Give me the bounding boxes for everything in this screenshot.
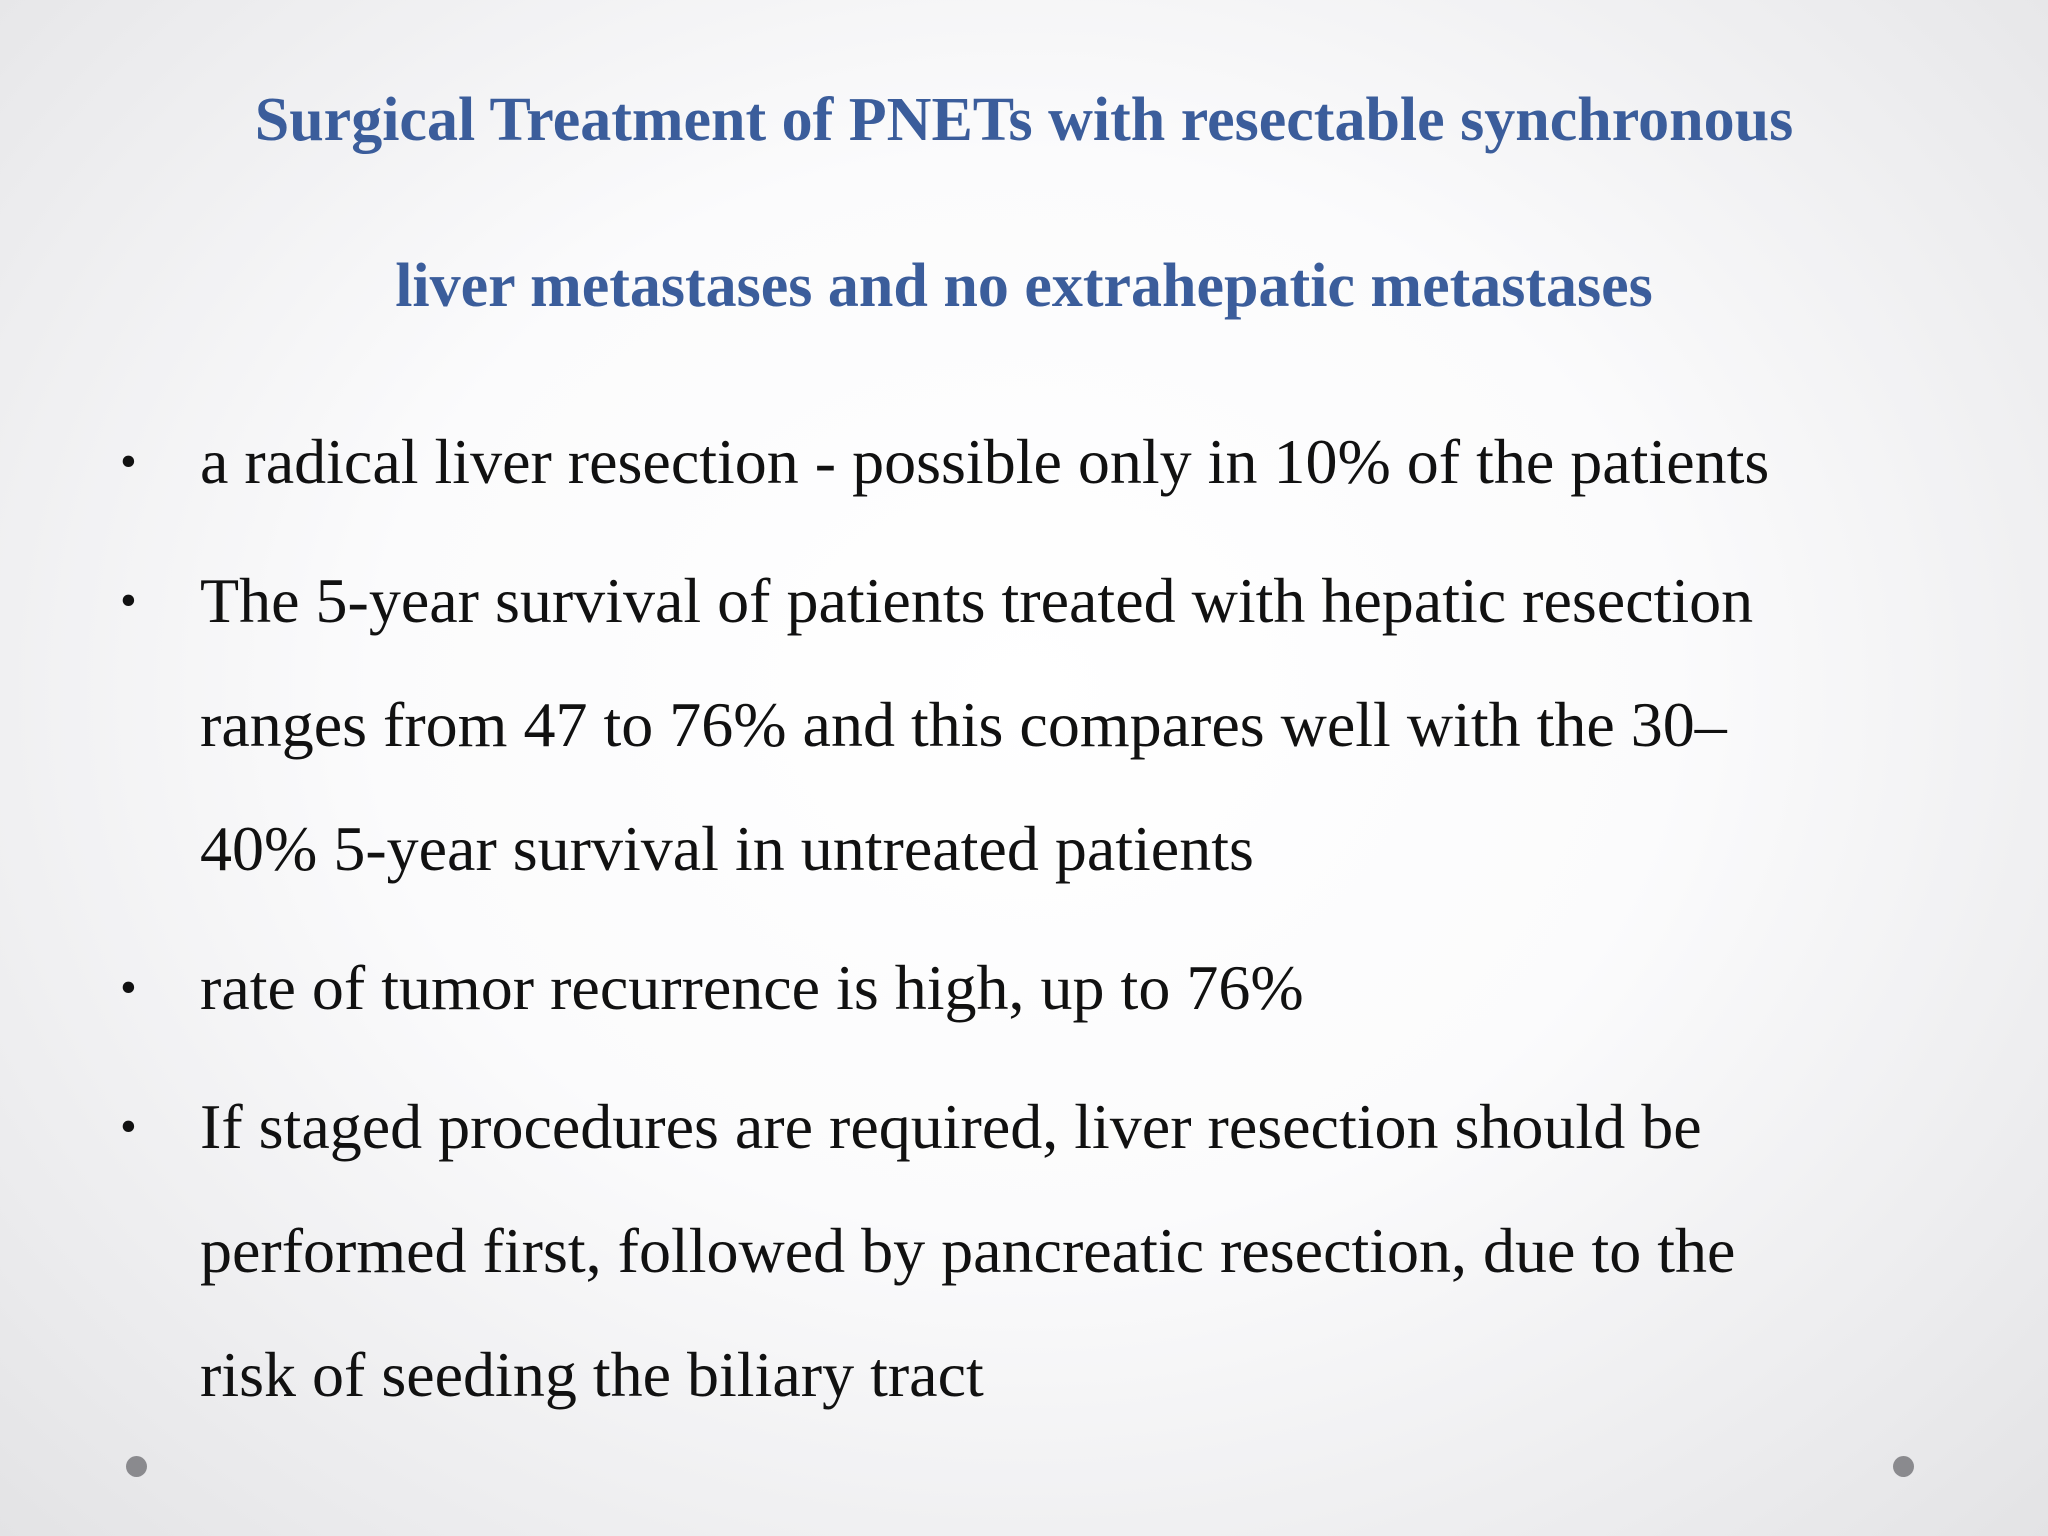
bullet-text-line: If staged procedures are required, liver resection should be [200,1091,1702,1162]
bullet-icon: • [120,961,137,1014]
title-line-2: liver metastases and no extrahepatic metastases [395,252,1653,320]
bullet-item-recurrence [120,926,2000,1050]
bullet-item-liver-resection [120,400,2000,524]
corner-dot-left-icon [126,1456,147,1477]
bullet-item-survival [120,539,2000,911]
slide-title [0,80,2048,412]
bullet-text-line: performed first, followed by pancreatic resection, due to the [200,1215,1736,1286]
title-line-1: Surgical Treatment of PNETs with resectable synchronous [254,86,1794,154]
bullet-list [120,400,2000,1452]
bullet-item-staged-procedures [120,1065,2000,1437]
bullet-text-line: 40% 5-year survival in untreated patients [200,813,1254,884]
bullet-text-line: The 5-year survival of patients treated with hepatic resection [200,565,1754,636]
corner-dot-right-icon [1893,1456,1914,1477]
bullet-text-line: risk of seeding the biliary tract [200,1339,984,1410]
bullet-icon: • [120,1100,137,1153]
bullet-text-line: a radical liver resection - possible only in 10% of the patients [200,426,1770,497]
bullet-icon: • [120,435,137,488]
bullet-text-line: rate of tumor recurrence is high, up to 76% [200,952,1304,1023]
bullet-text-line: ranges from 47 to 76% and this compares well with the 30– [200,689,1727,760]
bullet-icon: • [120,574,137,627]
